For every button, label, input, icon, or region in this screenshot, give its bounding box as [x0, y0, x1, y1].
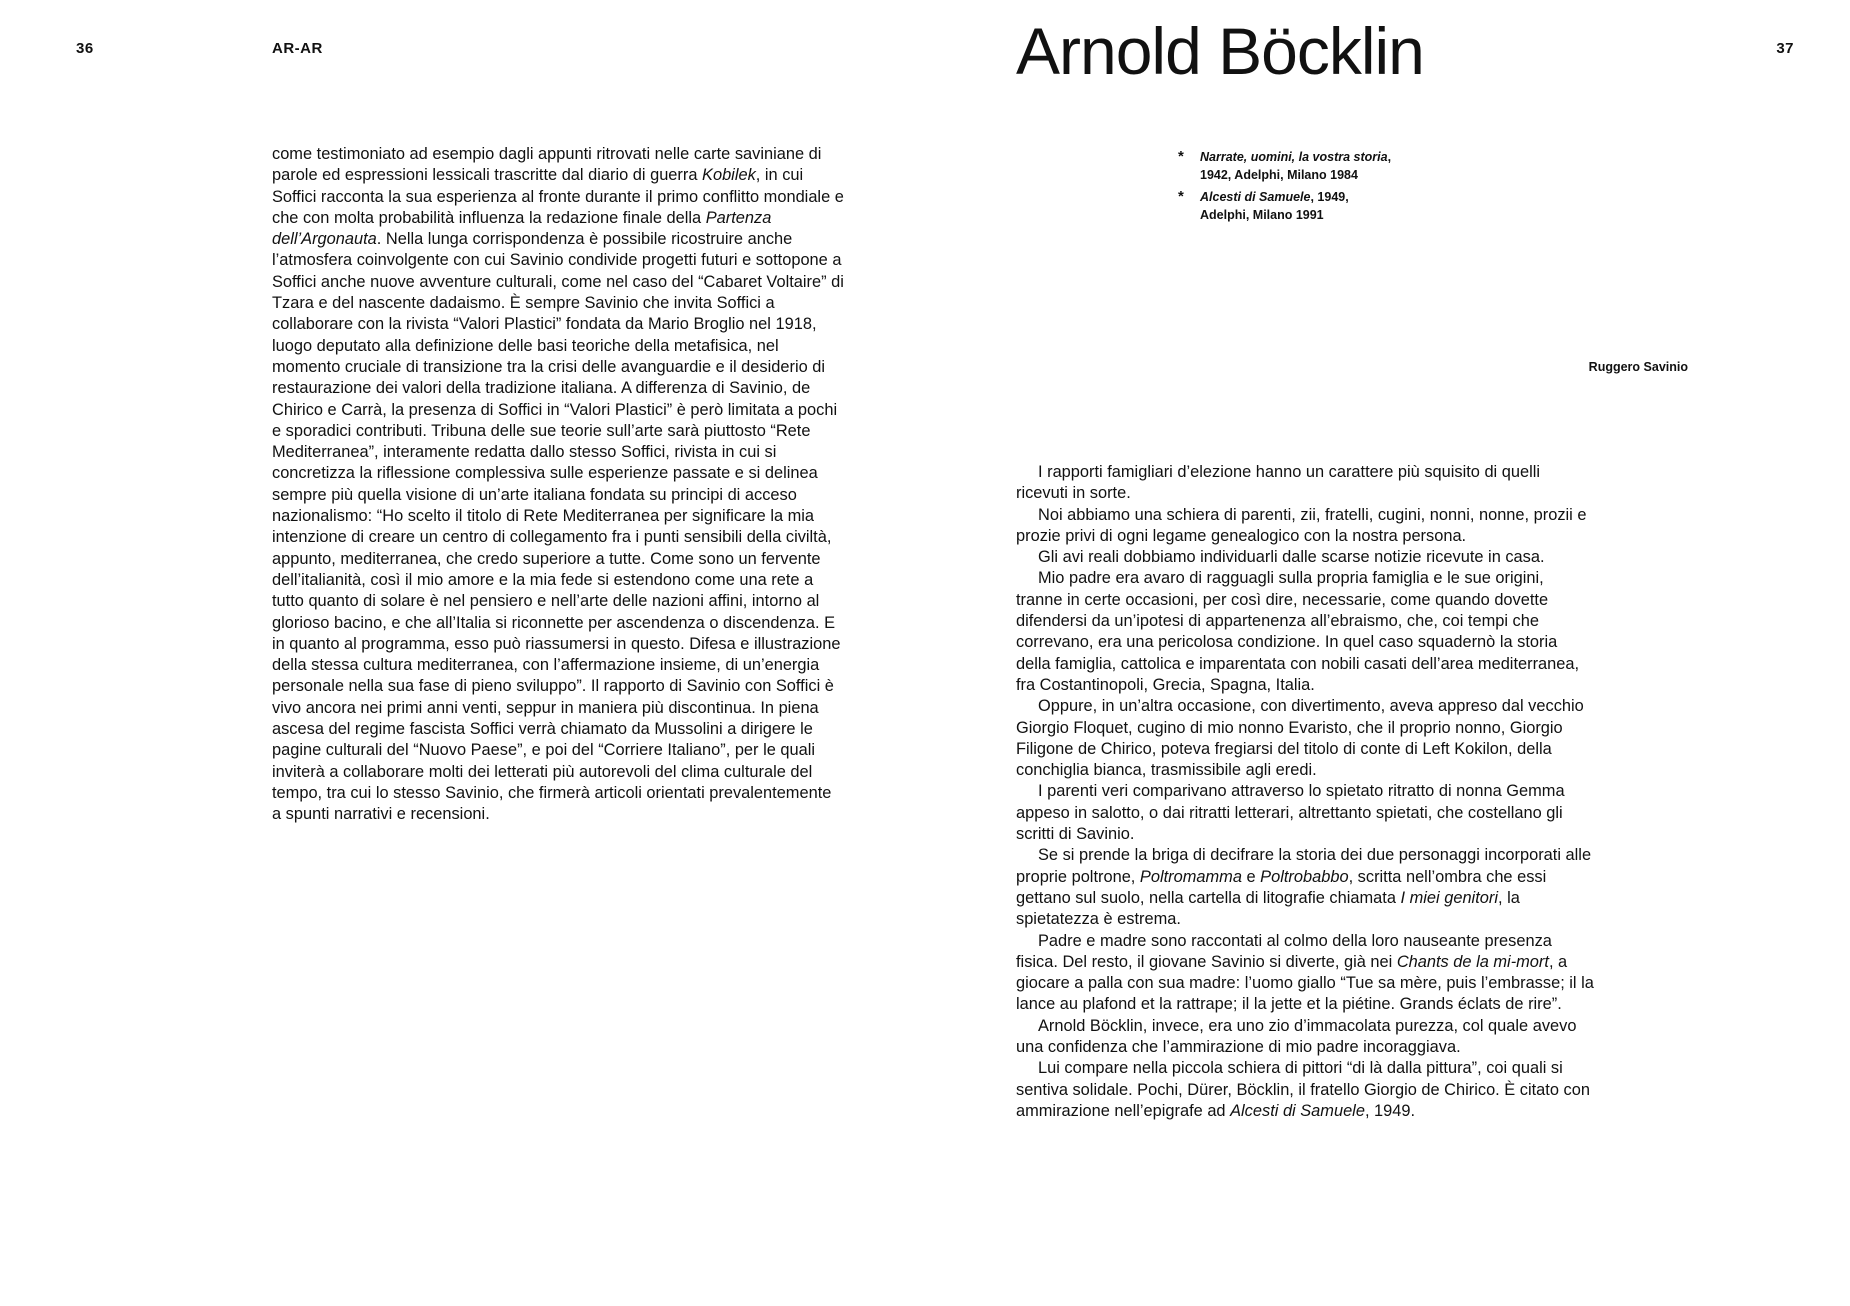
author-name: Ruggero Savinio: [1588, 360, 1688, 374]
text-run: Noi abbiamo una schiera di parenti, zii, fratelli, cugini, nonni, nonne, prozii e prozie privi di ogni legame genealogico con la nostra persona.: [1016, 505, 1587, 545]
note-title: Alcesti di Samuele: [1200, 190, 1311, 204]
text-run: Lui compare nella piccola schiera di pittori “di là dalla pittura”, coi quali si sentiva solidale. Pochi, Dürer, Böcklin, il fratello Giorgio de Chirico. È citato con ammirazione nell’epigrafe ad: [1016, 1059, 1590, 1120]
page-number-left: 36: [76, 40, 94, 57]
paragraph: [1016, 547, 1594, 568]
paragraph: [1016, 568, 1594, 696]
italic-title: Chants de la mi-mort: [1396, 952, 1549, 971]
text-run: , a giocare a palla con sua madre: l’uomo giallo “Tue sa mère, puis l’embrasse; il la lance au plafond et la rattrape; il la jette et la piétine. Grands éclats de rire”.: [1016, 952, 1594, 1014]
text-run: I rapporti famigliari d’elezione hanno un carattere più squisito di quelli ricevuti in sorte.: [1016, 463, 1541, 503]
paragraph: [1016, 931, 1594, 1016]
bibliography-note: [1178, 188, 1478, 224]
note-title: Narrate, uomini, la vostra storia: [1200, 150, 1388, 164]
article-title: Arnold Böcklin: [1016, 14, 1424, 88]
right-page-body: [1016, 462, 1594, 1122]
italic-title: Kobilek: [702, 166, 756, 185]
paragraph: [1016, 781, 1594, 845]
bibliography-note: [1178, 148, 1478, 184]
note-detail: 1942, Adelphi, Milano 1984: [1200, 168, 1358, 182]
running-head: AR-AR: [272, 40, 323, 57]
page-number-right: 37: [1776, 40, 1794, 57]
note-detail: , 1949,: [1310, 190, 1349, 204]
italic-title: Partenza dell’Argonauta: [272, 208, 772, 249]
text-run: come testimoniato ad esempio dagli appunti ritrovati nelle carte saviniane di parole ed espressioni lessicali trascritte dal diario di guerra: [272, 145, 822, 185]
paragraph: [1016, 845, 1594, 930]
text-run: Gli avi reali dobbiamo individuarli dalle scarse notizie ricevute in casa.: [1038, 548, 1545, 567]
text-run: Oppure, in un’altra occasione, con divertimento, aveva appreso dal vecchio Giorgio Floquet, cugino di mio nonno Evaristo, che il proprio nonno, Giorgio Filigone de Chirico, poteva fregiarsi del titolo di conte di Left Kokilon, della conchiglia bianca, trasmissibile agli eredi.: [1016, 697, 1584, 780]
note-detail: ,: [1387, 150, 1392, 164]
italic-title: Alcesti di Samuele: [1230, 1101, 1365, 1120]
text-run: Mio padre era avaro di ragguagli sulla propria famiglia e le sue origini, tranne in certe occasioni, per così dire, necessarie, come quando dovette difendersi da un’ipotesi di appartenenza all’ebraismo, che, coi tempi che correvano, era una pericolosa condizione. In quel caso squadernò la storia della famiglia, cattolica e imparentata con nobili casati dell’area mediterranea, fra Costantinopoli, Grecia, Spagna, Italia.: [1016, 569, 1580, 694]
asterisk-marker: *: [1178, 188, 1184, 205]
italic-title: I miei genitori: [1400, 888, 1498, 907]
left-page-body: [272, 144, 844, 826]
text-run: , 1949.: [1364, 1101, 1416, 1120]
text-run: I parenti veri comparivano attraverso lo spietato ritratto di nonna Gemma appeso in salotto, o dai ritratti letterari, altrettanto spietati, che costellano gli scritti di Savinio.: [1016, 782, 1565, 844]
note-detail: Adelphi, Milano 1991: [1200, 208, 1324, 222]
text-run: , scritta nell’ombra che essi gettano sul suolo, nella cartella di litografie chiamata: [1016, 867, 1547, 907]
paragraph: [1016, 462, 1594, 505]
text-run: , la spietatezza è estrema.: [1016, 888, 1520, 929]
bibliography-notes: [1178, 148, 1478, 228]
text-run: Se si prende la briga di decifrare la storia dei due personaggi incorporati alle proprie poltrone,: [1016, 846, 1592, 886]
text-run: , in cui Soffici racconta la sua esperienza al fronte durante il primo conflitto mondiale e che con molta probabilità influenza la redazione finale della: [272, 166, 844, 227]
asterisk-marker: *: [1178, 148, 1184, 165]
paragraph: [1016, 1058, 1594, 1122]
paragraph: [1016, 505, 1594, 548]
italic-title: Poltrobabbo: [1260, 867, 1349, 886]
italic-title: Poltromamma: [1139, 867, 1242, 886]
paragraph: [1016, 696, 1594, 781]
text-run: Padre e madre sono raccontati al colmo della loro nauseante presenza fisica. Del resto, il giovane Savinio si diverte, già nei: [1016, 931, 1552, 971]
text-run: e: [1241, 867, 1261, 886]
text-run: Arnold Böcklin, invece, era uno zio d’immacolata purezza, col quale avevo una confidenza che l’ammirazione di mio padre incoraggiava.: [1016, 1016, 1577, 1057]
text-run: . Nella lunga corrispondenza è possibile ricostruire anche l’atmosfera coinvolgente con cui Savinio condivide progetti futuri e sottopone a Soffici anche nuove avventure culturali, come nel caso del “Cabaret Voltaire” di Tzara e del nascente dadaismo. È sempre Savinio che invita Soffici a collaborare con la rivista “Valori Plastici” fondata da Mario Broglio nel 1918, luogo deputato alla definizione delle basi teoriche della metafisica, nel momento cruciale di transizione tra la crisi delle avanguardie e il desiderio di restaurazione dei valori della tradizione italiana. A differenza di Savinio, de Chirico e Carrà, la presenza di Soffici in “Valori Plastici” è però limitata a pochi e sporadici contributi. Tribuna delle sue teorie sull’arte sarà piuttosto “Rete Mediterranea”, interamente redatta dallo stesso Soffici, rivista in cui si concretizza la riflessione complessiva sulle esperienze passate e si delinea sempre più quella visione di un’arte italiana fondata su principi di acceso nazionalismo: “Ho scelto il titolo di Rete Mediterranea per significare la mia intenzione di creare un centro di collegamento fra i punti sensibili della civiltà, appunto, mediterranea, che credo superiore a tutte. Come sono un fervente dell’italianità, così il mio amore e la mia fede si estendono come una rete a tutto quanto di solare è nel pensiero e nell’arte delle nazioni affini, intorno al glorioso bacino, e che all’Italia si riconnette per ascendenza o discendenza. E in quanto al programma, esso può riassumersi in questo. Difesa e illustrazione della stessa cultura mediterranea, con l’affermazione insieme, di un’energia personale nella sua fase di pieno sviluppo”. Il rapporto di Savinio con Soffici è vivo ancora nei primi anni venti, seppur in maniera più discontinua. In piena ascesa del regime fascista Soffici verrà chiamato da Mussolini a dirigere le pagine culturali del “Nuovo Paese”, e poi del “Corriere Italiano”, per le quali inviterà a collaborare molti dei letterati più autorevoli del clima culturale del tempo, tra cui lo stesso Savinio, che firmerà articoli orientati prevalentemente a spunti narrativi e recensioni.: [272, 230, 844, 824]
paragraph: [1016, 1016, 1594, 1059]
